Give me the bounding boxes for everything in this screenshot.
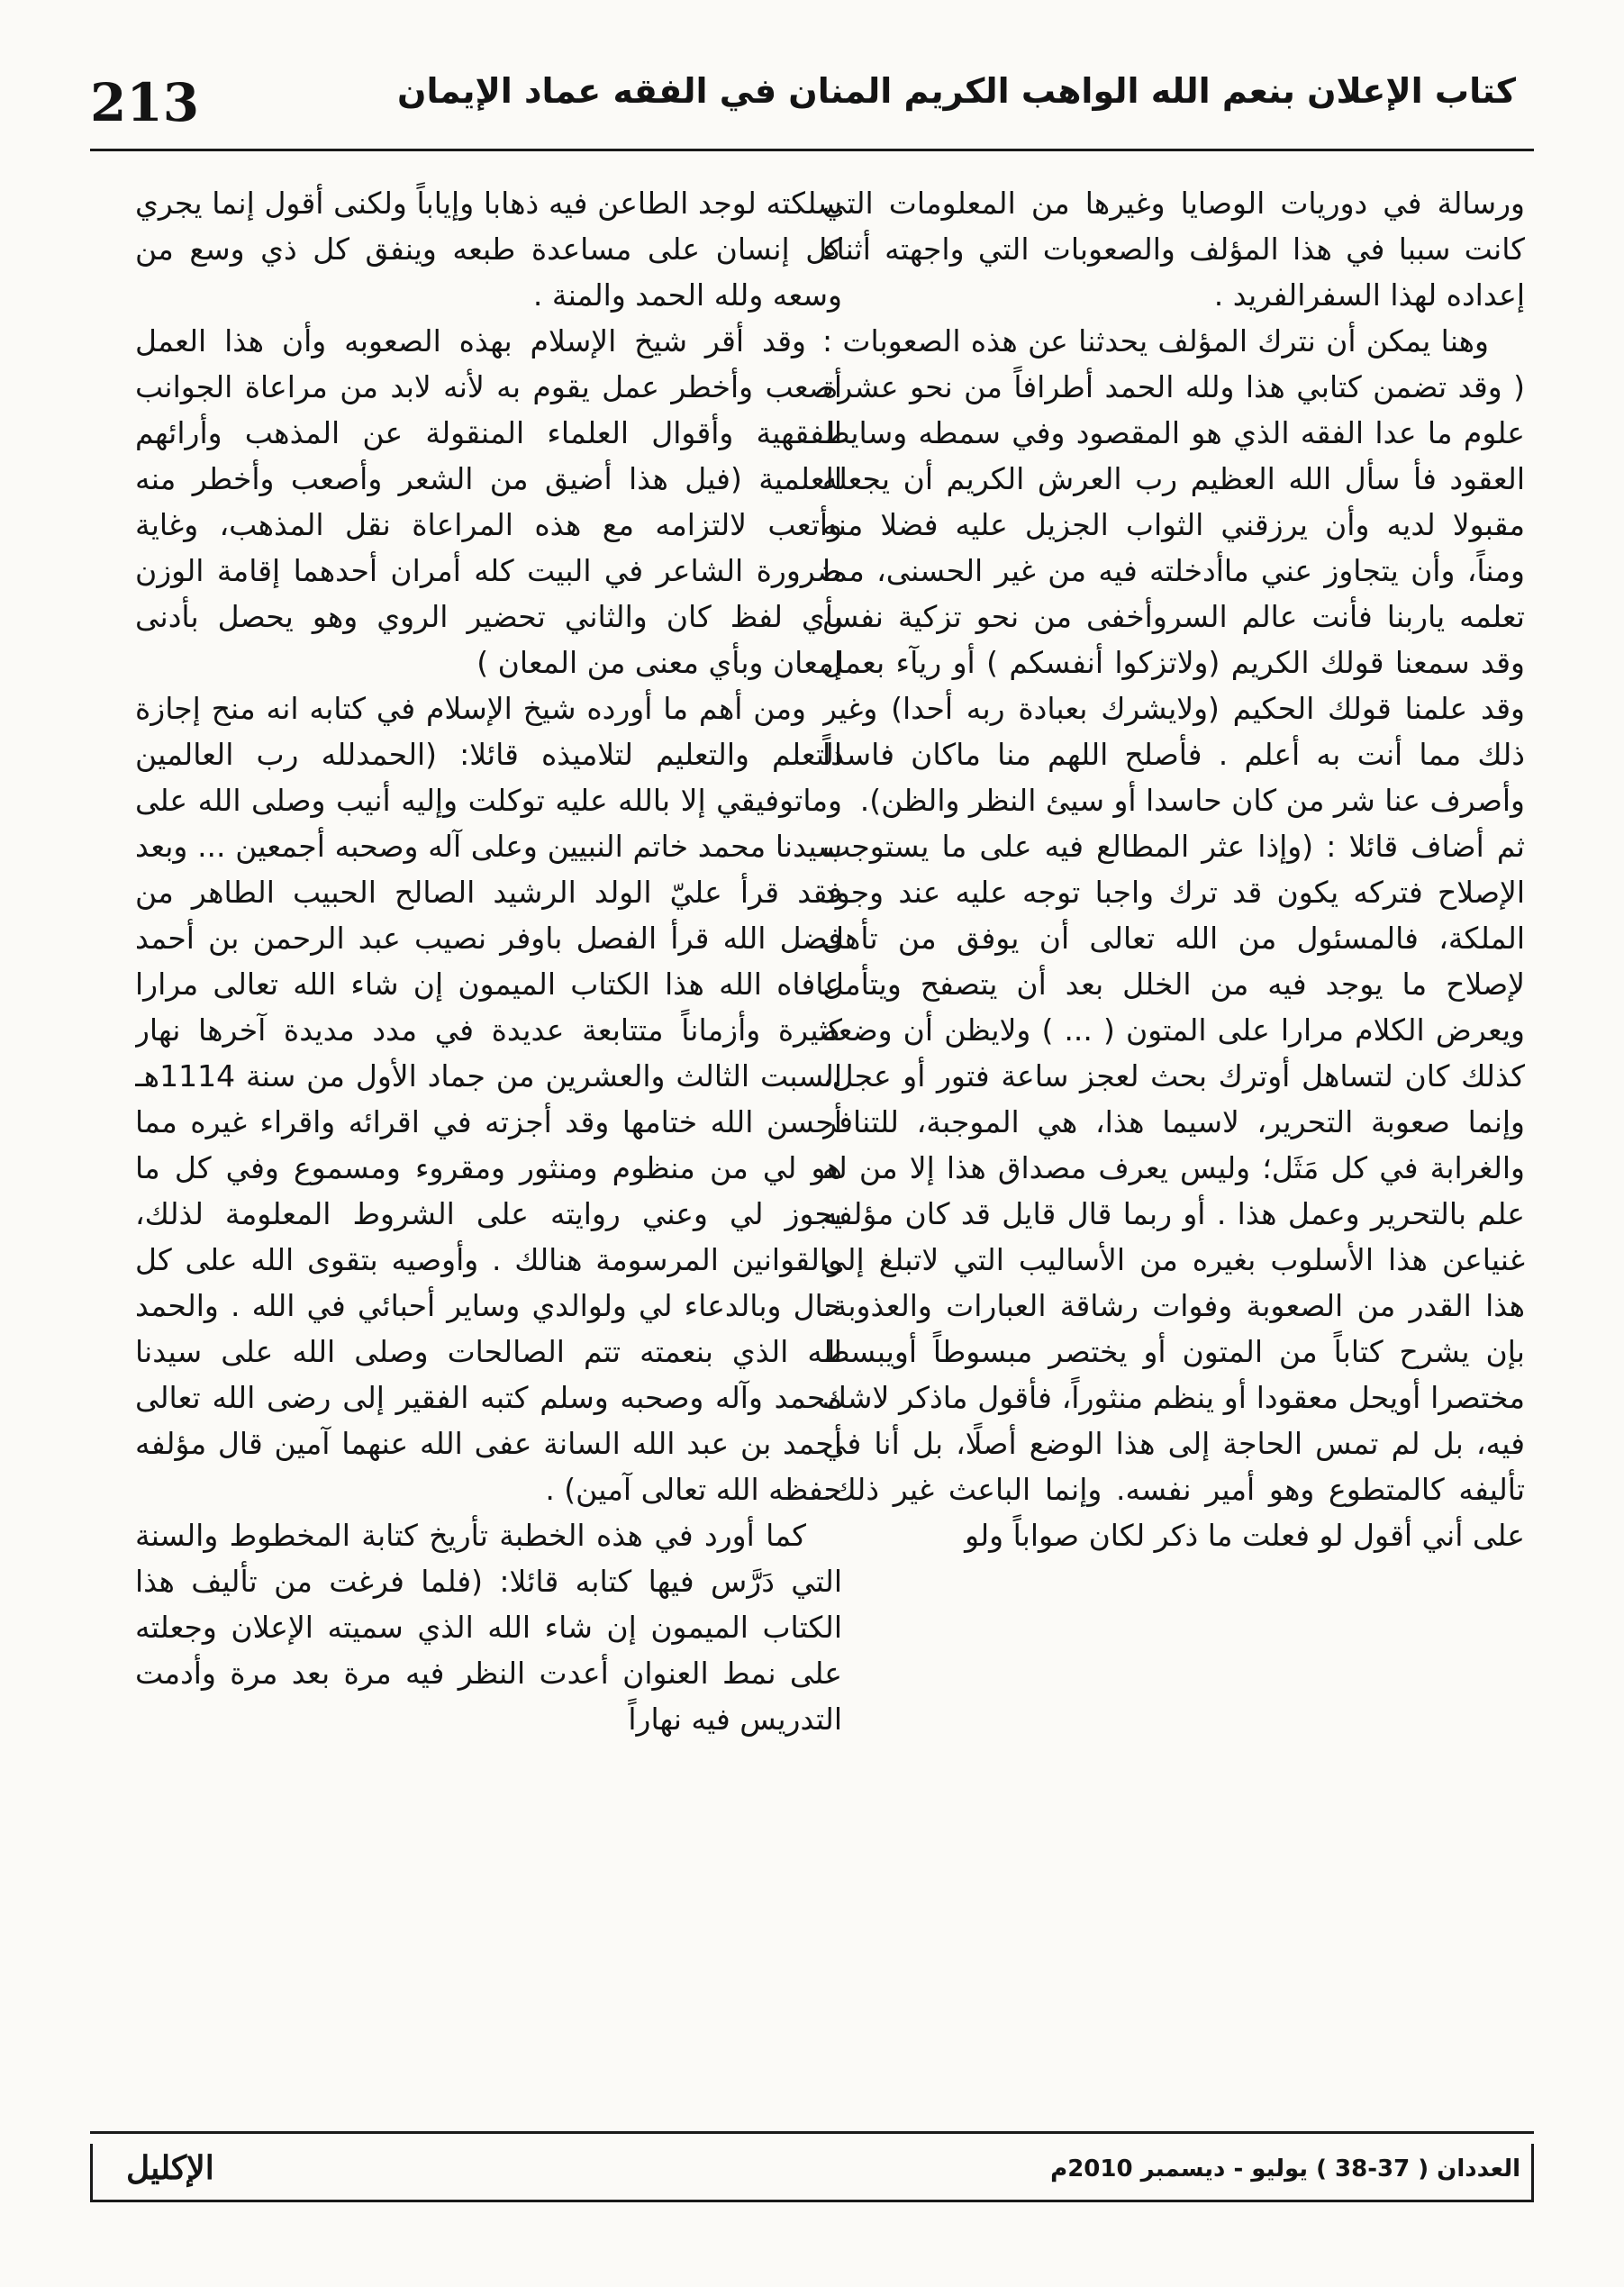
journal-logo: الإكليل (126, 2149, 214, 2187)
paragraph: سلكته لوجد الطاعن فيه ذهابا وإياباً ولكنى أقول إنما يجري كل إنسان على مساعدة طبعه وينفق كل ذي وسع من وسعه ولله الحمد والمنة . (135, 186, 842, 313)
paragraph: كما أورد في هذه الخطبة تأريخ كتابة المخطوط والسنة التي دَرَّس فيها كتابه قائلا: (فلما فرغت من تأليف هذا الكتاب الميمون إن شاء الله الذي سميته الإعلان وجعلته على نمط العنوان أعدت النظر فيه مرة بعد مرة وأدمت التدريس فيه نهاراً (135, 1518, 842, 1737)
paragraph: ثم أضاف قائلا : (وإذا عثر المطالع فيه على ما يستوجب الإصلاح فتركه يكون قد ترك واجبا توجه عليه عند وجود الملكة، فالمسئول من الله تعالى أن يوفق من تأهل لإصلاح ما يوجد فيه من الخلل بعد أن يتصفح ويتأمل ويعرض الكلام مرارا على المتون ( ... ) ولايظن أن وضعه كذلك كان لتساهل أوترك بحث لعجز ساعة فتور أو عجل، وإنما صعوبة التحرير، لاسيما هذا، هي الموجبة، للتنافر والغرابة في كل مَثَل؛ وليس يعرف مصداق هذا إلا من له علم بالتحرير وعمل هذا . أو ربما قال قايل قد كان مؤلفه غنياعن هذا الأسلوب بغيره من الأساليب التي لاتبلغ إلى هذا القدر من الصعوبة وفوات رشاقة العبارات والعذوبة، بإن يشرح كتاباً من المتون أو يختصر مبسوطاً أويبسط مختصرا أويحل معقودا أو ينظم منثوراً، فأقول ماذكر لاشك فيه، بل لم تمس الحاجة إلى هذا الوضع أصلًا، بل أنا في تأليفه كالمتطوع وهو أمير نفسه. وإنما الباعث غير ذلك. على أني أقول لو فعلت ما ذكر لكان صواباً ولو (822, 829, 1525, 1553)
page-number: 213 (90, 72, 200, 133)
running-title: كتاب الإعلان بنعم الله الواهب الكريم المنان في الفقه عماد الإيمان (397, 71, 1516, 111)
paragraph: وقد أقر شيخ الإسلام بهذه الصعوبه وأن هذا العمل أصعب وأخطر عمل يقوم به لأنه لابد من مراعاة الجوانب الفقهية وأقوال العلماء المنقولة عن المذهب وأرائهم العلمية (فيل هذا أضيق من الشعر وأصعب وأخطر منه وأتعب لالتزامه مع هذه المراعاة نقل المذهب، وغاية ضرورة الشاعر في البيت كله أمران أحدهما إقامة الوزن بأي لفظ كان والثاني تحضير الروي وهو يحصل بأدنى إمعان وبأي معنى من المعان ) (135, 323, 842, 680)
footer-rule (90, 2131, 1534, 2134)
paragraph: ورسالة في دوريات الوصايا وغيرها من المعلومات التي كانت سببا في هذا المؤلف والصعوبات التي واجهته أثناء إعداده لهذا السفرالفريد . (822, 186, 1525, 313)
footer-issue-info: العددان ( 37-38 ) يوليو - ديسمبر 2010م (1050, 2155, 1520, 2183)
text-column-left (135, 180, 842, 2027)
paragraph: ومن أهم ما أورده شيخ الإسلام في كتابه انه منح إجازة التعلم والتعليم لتلاميذه قائلا: (الحمدلله رب العالمين وماتوفيقي إلا بالله عليه توكلت وإليه أنيب وصلى الله على سيدنا محمد خاتم النبيين وعلى آله وصحبه أجمعين ... وبعد فقد قرأ عليّ الولد الرشيد الصالح الحبيب الطاهر من فضل الله قرأ الفصل باوفر نصيب عبد الرحمن بن أحمد عافاه الله هذا الكتاب الميمون إن شاء الله تعالى مرارا كثيرة وأزماناً متتابعة عديدة في مدد مديدة آخرها نهار السبت الثالث والعشرين من جماد الأول من سنة 1114هـ أحسن الله ختامها وقد أجزته في اقرائه واقراء غيره مما هو لي من منظوم ومنثور ومقروء ومسموع وفي كل ما يجوز لي وعني روايته على الشروط المعلومة لذلك، والقوانين المرسومة هنالك . وأوصيه بتقوى الله على كل حال وبالدعاء لي ولوالدي وساير أحبائي في الله . والحمد لله الذي بنعمته تتم الصالحات وصلى الله على سيدنا محمد وآله وصحبه وسلم كتبه الفقير إلى رضى الله تعالى أحمد بن عبد الله السانة عفى الله عنهما آمين قال مؤلفه حفظه الله تعالى آمين) . (135, 691, 842, 1507)
text-column-right (822, 180, 1525, 2027)
paragraph: وهنا يمكن أن نترك المؤلف يحدثنا عن هذه الصعوبات : ( وقد تضمن كتابي هذا ولله الحمد أطرافاً من نحو عشرة علوم ما عدا الفقه الذي هو المقصود وفي سمطه وسايط العقود فأ سأل الله العظيم رب العرش الكريم أن يجعله مقبولا لديه وأن يرزقني الثواب الجزيل عليه فضلا منه ومناً، وأن يتجاوز عني ماأدخلته فيه من غير الحسنى، مما تعلمه ياربنا فأنت عالم السروأخفى من نحو تزكية نفس وقد سمعنا قولك الكريم (ولاتزكوا أنفسكم ) أو ريآء بعمل وقد علمنا قولك الحكيم (ولايشرك بعبادة ربه أحدا) وغير ذلك مما أنت به أعلم . فأصلح اللهم منا ماكان فاسداً وأصرف عنا شر من كان حاسدا أو سيئ النظر والظن). (822, 323, 1525, 818)
header-rule (90, 149, 1534, 151)
